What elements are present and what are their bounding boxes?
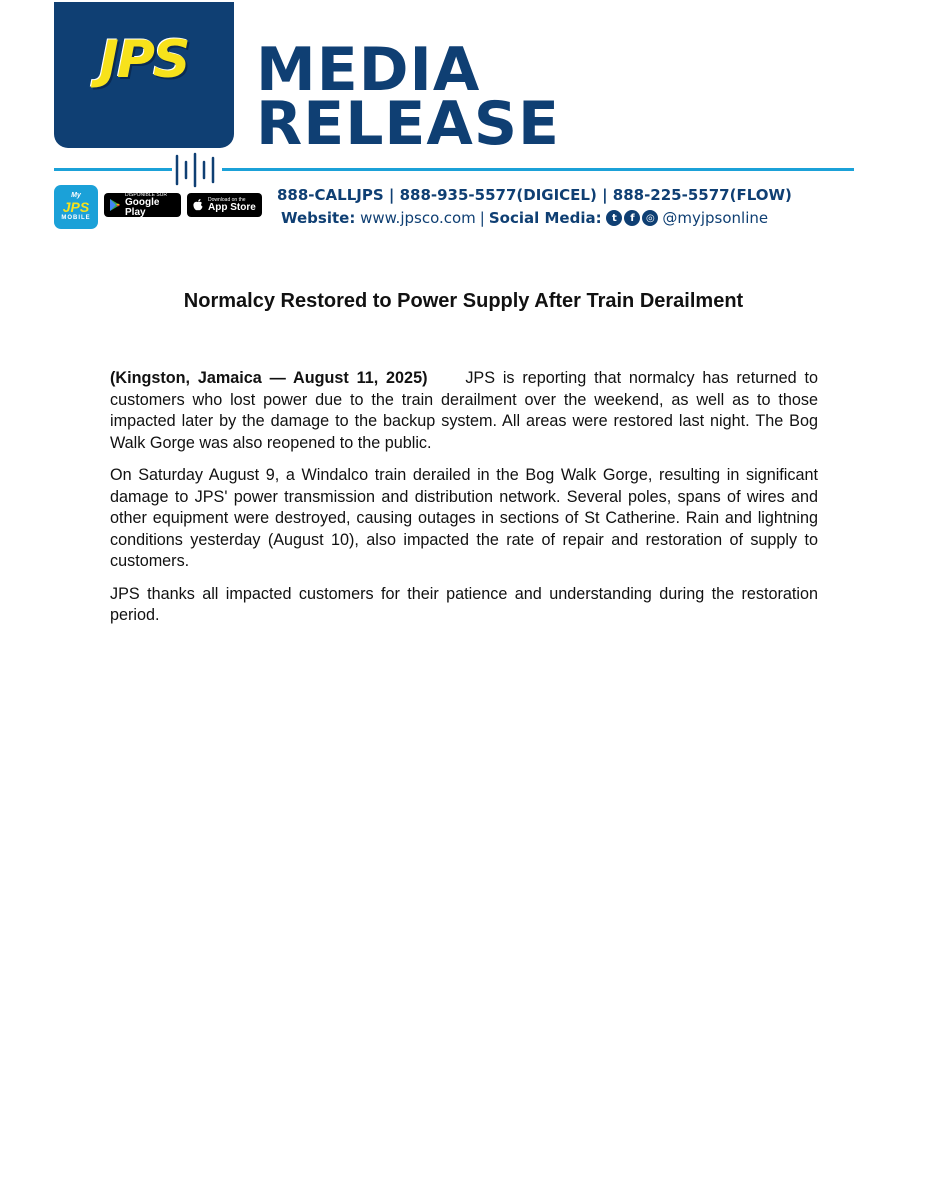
website-link[interactable]: www.jpsco.com xyxy=(360,209,476,227)
paragraph-2: On Saturday August 9, a Windalco train derailed in the Bog Walk Gorge, resulting in significant damage to JPS' power transmission and distribution network. Several poles, spans of wires and other equipment were destroyed, causing outages in sections of St Catherine. Rain and lightning conditions yesterday (August 10), also impacted the rate of repair and restoration of supply to customers. xyxy=(110,466,818,570)
google-play-badge[interactable] xyxy=(104,193,181,217)
instagram-icon[interactable]: ◎ xyxy=(642,210,658,226)
jps-logo xyxy=(54,2,234,148)
google-play-small: DISPONIBLE SUR xyxy=(125,191,167,198)
app-label-mid: JPS xyxy=(62,199,90,215)
web-social-line xyxy=(281,209,768,227)
google-play-big: Google Play xyxy=(125,196,160,218)
release-headline: Normalcy Restored to Power Supply After Train Derailment xyxy=(183,290,744,312)
facebook-icon[interactable]: f xyxy=(624,210,640,226)
website-label: Website: xyxy=(281,209,356,227)
paragraph-1 xyxy=(110,368,818,454)
app-store-small: Download on the xyxy=(208,196,246,203)
google-play-icon xyxy=(108,198,122,212)
contact-numbers: 888-CALLJPS | 888-935-5577(DIGICEL) | 888-225-5577(FLOW) xyxy=(277,186,792,204)
header-rule-right xyxy=(222,168,854,171)
signal-wave-icon xyxy=(170,152,224,188)
separator: | xyxy=(479,209,485,227)
dateline: (Kingston, Jamaica — August 11, 2025) xyxy=(110,369,428,387)
paragraph-3: JPS thanks all impacted customers for their patience and understanding during the restoration period. xyxy=(110,584,818,624)
app-store-badge[interactable] xyxy=(187,193,262,217)
release-body xyxy=(110,368,818,638)
myjps-mobile-app-icon[interactable] xyxy=(54,185,98,229)
app-label-top: My xyxy=(71,192,81,199)
social-handle[interactable]: @myjpsonline xyxy=(662,209,769,227)
social-media-label: Social Media: xyxy=(488,209,602,227)
title-release: RELEASE xyxy=(256,89,561,159)
logo-text: JPS xyxy=(99,30,189,90)
paragraph-1-text: JPS is reporting that normalcy has returned to customers who lost power due to the train derailment over the weekend, as well as to those impacted later by the damage to the backup system. All areas were restored last night. The Bog Walk Gorge was also reopened to the public. xyxy=(110,369,819,452)
app-store-big: App Store xyxy=(208,201,256,213)
twitter-icon[interactable]: t xyxy=(606,210,622,226)
apple-icon xyxy=(191,198,205,212)
app-label-bottom: MOBILE xyxy=(61,215,91,221)
title-media: MEDIA xyxy=(256,35,481,105)
header-rule-left xyxy=(54,168,172,171)
